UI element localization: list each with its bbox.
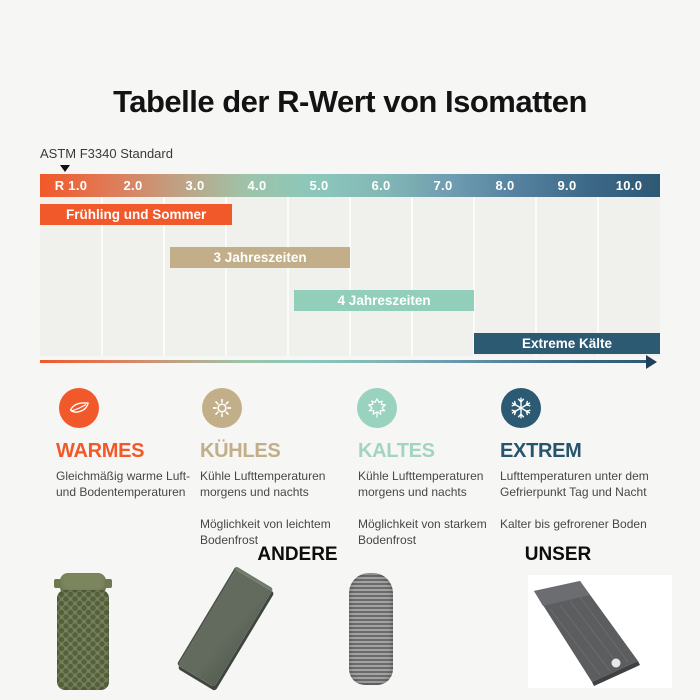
range-bar-label: 4 Jahreszeiten — [337, 293, 431, 308]
ours-label: UNSER — [524, 544, 592, 565]
standard-label: ASTM F3340 Standard — [40, 146, 173, 161]
page-title: Tabelle der R-Wert von Isomatten — [113, 84, 587, 119]
scale-tick-label: 8.0 — [495, 178, 515, 193]
r-value-scale — [40, 174, 660, 197]
product-pad-inflatable-green — [57, 590, 109, 690]
gridline — [411, 197, 413, 356]
maple-leaf-icon — [357, 388, 397, 428]
scale-tick-label: 3.0 — [185, 178, 205, 193]
category-title: EXTREM — [500, 440, 582, 462]
category-title: WARMES — [56, 440, 145, 462]
snowflake-icon — [501, 388, 541, 428]
category-text: Lufttemperaturen unter dem Gefrierpunkt Tag und Nacht Kalter bis gefrorener Boden — [500, 469, 649, 531]
axis-arrow-line — [40, 360, 648, 363]
gridline — [287, 197, 289, 356]
category-text: Kühle Lufttemperaturen morgens und nachts Möglichkeit von leichtem Bodenfrost — [200, 469, 331, 547]
product-pad-foam-flat-green — [177, 566, 274, 687]
scale-tick-label: 9.0 — [557, 178, 577, 193]
product-pad-ours-photo — [528, 575, 672, 688]
range-bar-4-jahreszeiten — [294, 290, 474, 311]
range-bar-3-jahreszeiten — [170, 247, 350, 268]
scale-tick-label: 6.0 — [371, 178, 391, 193]
category-text: Kühle Lufttemperaturen morgens und nachts Möglichkeit von starkem Bodenfrost — [358, 469, 487, 547]
others-label: ANDERE — [257, 544, 338, 565]
chart-area — [40, 197, 660, 356]
gridline — [349, 197, 351, 356]
product-pad-ridged-gray — [349, 573, 393, 685]
scale-tick-label: 4.0 — [247, 178, 267, 193]
category-title: KALTES — [358, 440, 435, 462]
range-bar-label: Extreme Kälte — [521, 336, 613, 351]
scale-start-marker-icon — [60, 165, 70, 172]
range-bar-extreme-k-lte — [474, 333, 660, 354]
leaf-icon — [59, 388, 99, 428]
category-text: Gleichmäßig warme Luft- und Bodentemperaturen — [56, 469, 191, 499]
scale-tick-label: R 1.0 — [54, 178, 88, 193]
range-bar-label: Frühling und Sommer — [65, 207, 207, 222]
scale-tick-label: 7.0 — [433, 178, 453, 193]
range-bar-fr-hling-und-sommer — [40, 204, 232, 225]
sun-icon — [202, 388, 242, 428]
scale-tick-label: 10.0 — [615, 178, 643, 193]
brand-logo — [612, 659, 621, 668]
axis-arrow-head-icon — [646, 355, 657, 369]
range-bar-label: 3 Jahreszeiten — [213, 250, 307, 265]
scale-tick-label: 2.0 — [123, 178, 143, 193]
scale-tick-label: 5.0 — [309, 178, 329, 193]
category-title: KÜHLES — [200, 440, 281, 462]
